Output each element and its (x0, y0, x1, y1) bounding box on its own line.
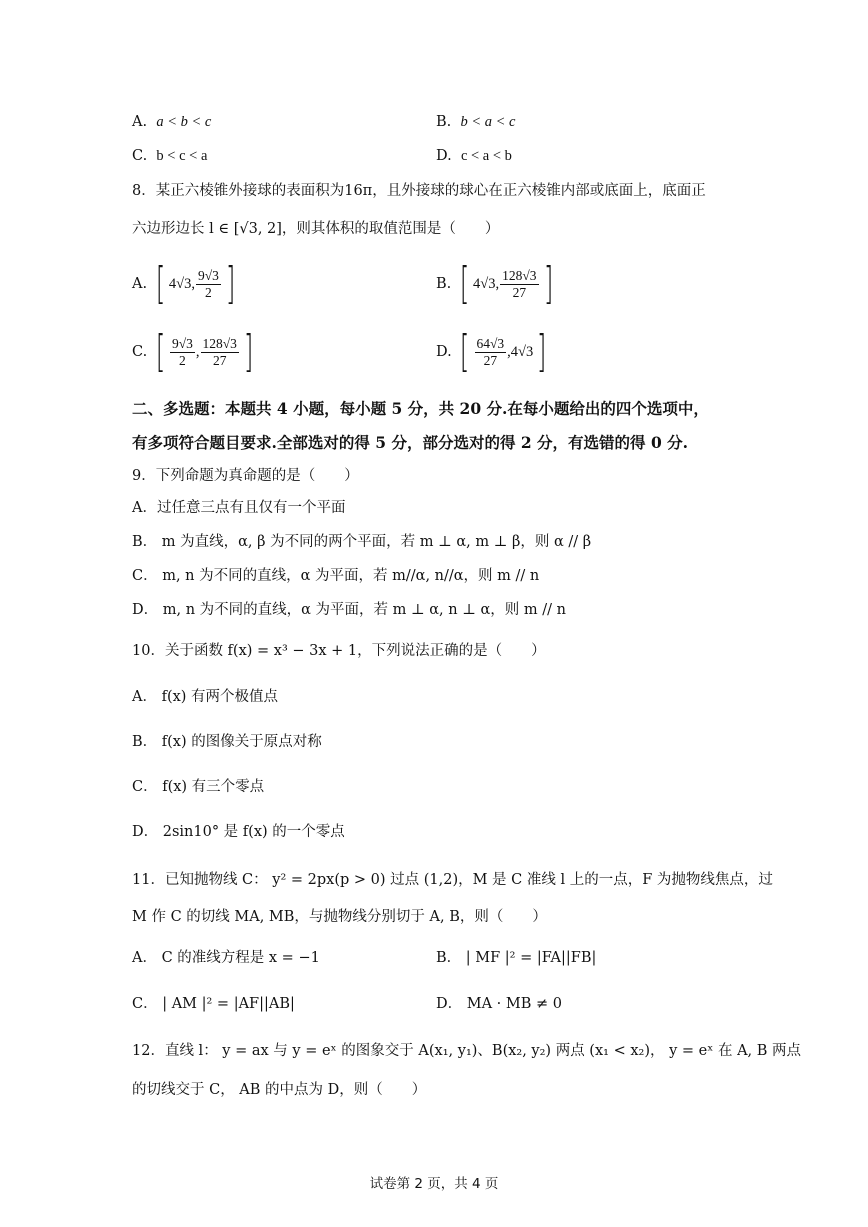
numerator: 128√3 (202, 335, 237, 351)
q9-option-d: D． m, n 为不同的直线，α 为平面，若 m ⊥ α, n ⊥ α，则 m // n (132, 602, 566, 618)
bracket-right: ] (543, 258, 553, 309)
q11-option-c: C． | AM |² = |AF||AB| (132, 996, 295, 1012)
q8-option-c: C. [ $\frac{9√3}{2}$ , $\frac{128√3}{27}$ ] (132, 326, 254, 377)
bracket-right: ] (537, 326, 547, 377)
page-footer: 试卷第 2 页，共 4 页 (369, 1176, 499, 1192)
q10-stem: 10．关于函数 f(x) = x³ − 3x + 1，下列说法正确的是（ ） (132, 643, 546, 659)
q9-option-a: A．过任意三点有且仅有一个平面 (132, 500, 346, 516)
q12-stem-line2: 的切线交于 C， AB 的中点为 D，则（ ） (132, 1082, 427, 1098)
option-label: D. (436, 344, 452, 360)
q11-stem-line2: M 作 C 的切线 MA, MB，与抛物线分别切于 A, B，则（ ） (132, 909, 547, 925)
q11-option-a: A． C 的准线方程是 x = −1 (132, 950, 320, 966)
option-label: C. (132, 148, 148, 164)
q8-option-a (132, 258, 239, 309)
q8-stem-line2: 六边形边长 l ∈ [√3, 2]，则其体积的取值范围是（ ） (132, 221, 500, 237)
option-label: A. (132, 276, 148, 292)
section-heading-line2: 有多项符合题目要求.全部选对的得 5 分，部分选对的得 2 分，有选错的得 0 分. (132, 433, 689, 452)
q11-option-b: B． | MF |² = |FA||FB| (436, 950, 597, 966)
option-text: 4√3, (473, 276, 500, 292)
numerator: 9√3 (197, 267, 219, 283)
option-label: C. (132, 344, 148, 360)
q10-option-c: C． f(x) 有三个零点 (132, 779, 265, 795)
q10-option-d: D． 2sin10° 是 f(x) 的一个零点 (132, 824, 345, 840)
section-heading-line1: 二、多选题：本题共 4 小题，每小题 5 分，共 20 分.在每小题给出的四个选项中， (132, 399, 709, 418)
bracket-left: [ (459, 258, 470, 309)
q9-option-c: C． m, n 为不同的直线，α 为平面，若 m//α, n//α，则 m // n (132, 568, 540, 584)
option-text: 4√3, (168, 276, 195, 292)
q8-stem-line1: 8．某正六棱锥外接球的表面积为16π，且外接球的球心在正六棱锥内部或底面上，底面正 (132, 183, 706, 199)
q9-option-b: B． m 为直线，α, β 为不同的两个平面，若 m ⊥ α, m ⊥ β，则 α // β (132, 534, 592, 550)
q10-option-b: B． f(x) 的图像关于原点对称 (132, 734, 322, 750)
q7-option-a (132, 111, 211, 133)
fraction (170, 336, 195, 369)
q12-stem-line1: 12．直线 l： y = ax 与 y = eˣ 的图象交于 A(x₁, y₁)、B(x₂, y₂) 两点 (x₁ < x₂)， y = eˣ 在 A, B 两点 (132, 1043, 802, 1059)
q7-option-b (436, 111, 516, 133)
bracket-right: ] (243, 326, 254, 377)
option-text: a < b < c (156, 114, 212, 130)
denominator: 2 (179, 352, 186, 368)
denominator: 27 (512, 284, 527, 300)
fraction (475, 336, 507, 369)
q7-option-d (436, 145, 512, 167)
option-text: b < a < c (460, 114, 516, 130)
numerator: 9√3 (171, 335, 193, 351)
option-text: c < a < b (460, 148, 512, 164)
option-label: B. (436, 276, 452, 292)
option-label: B. (436, 114, 452, 130)
q10-option-a: A． f(x) 有两个极值点 (132, 689, 279, 705)
fraction (500, 268, 538, 301)
numerator: 64√3 (476, 335, 505, 351)
denominator: 27 (212, 352, 227, 368)
q11-stem-line1: 11．已知抛物线 C： y² = 2px(p > 0) 过点 (1,2)，M 是 C 准线 l 上的一点，F 为抛物线焦点，过 (132, 872, 773, 888)
q11-option-d: D． MA · MB ≠ 0 (436, 996, 562, 1012)
bracket-left: [ (155, 258, 166, 309)
option-label: D. (436, 148, 452, 164)
denominator: 27 (483, 352, 498, 368)
option-text: ,4√3 (507, 344, 534, 360)
q8-option-d (436, 326, 550, 377)
q9-stem: 9．下列命题为真命题的是（ ） (132, 468, 359, 484)
denominator: 2 (205, 284, 212, 300)
fraction (196, 268, 221, 301)
option-text: b < c < a (156, 148, 208, 164)
bracket-left: [ (155, 326, 166, 377)
q7-option-c (132, 145, 207, 167)
bracket-left: [ (460, 326, 470, 377)
option-label: A. (132, 114, 148, 130)
fraction (201, 336, 239, 369)
bracket-right: ] (225, 258, 236, 309)
numerator: 128√3 (502, 267, 537, 283)
q8-option-b (436, 258, 557, 309)
